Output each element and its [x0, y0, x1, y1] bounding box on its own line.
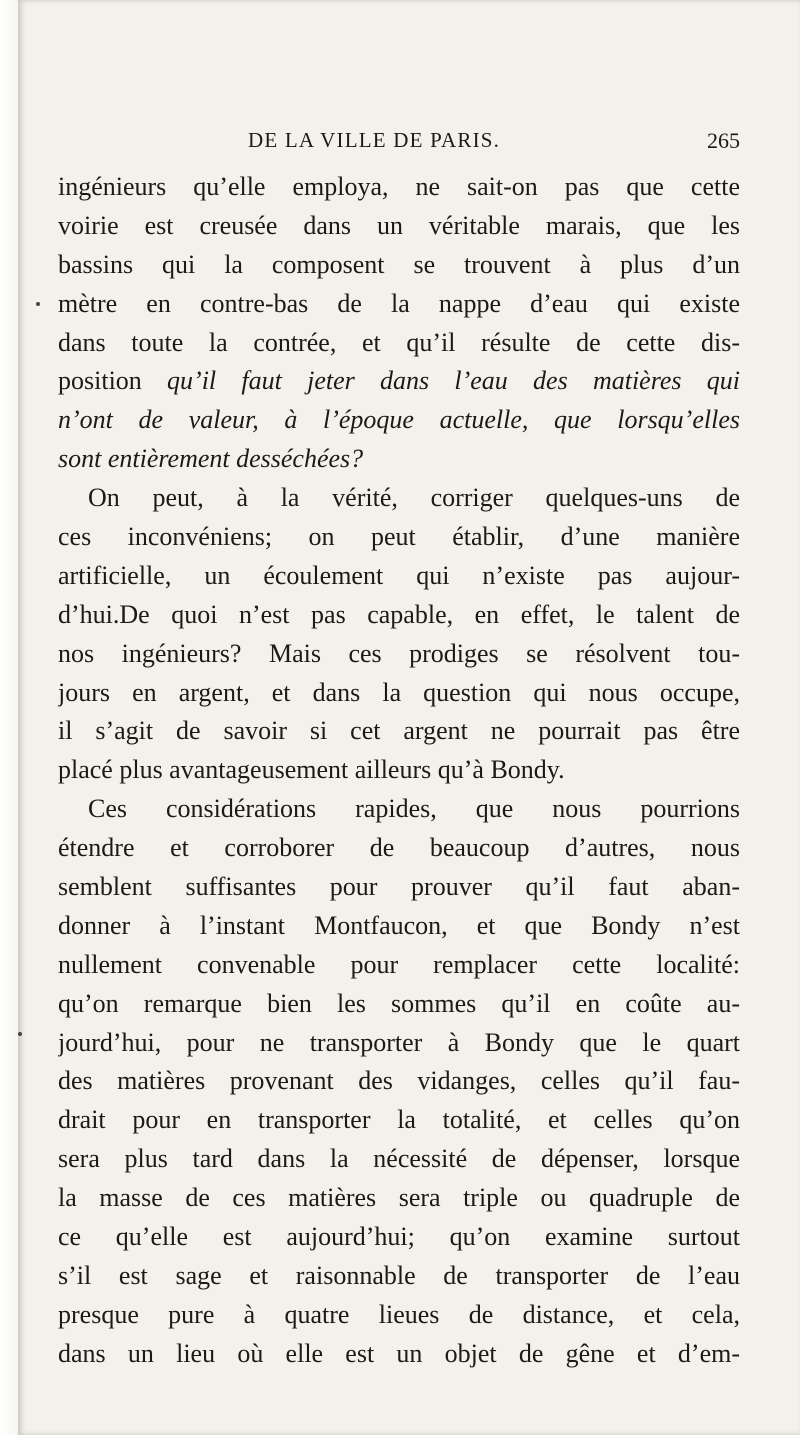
text-line: bassins qui la composent se trouvent à plus d’un	[58, 249, 740, 279]
text-line: étendre et corroborer de beaucoup d’autres, nous	[58, 833, 740, 863]
text-line: il s’agit de savoir si cet argent ne pourrait pas être	[58, 716, 740, 746]
text-line: n’ont de valeur, à l’époque actuelle, que lorsqu’elles	[58, 405, 740, 435]
text-line: qu’on remarque bien les sommes qu’il en coûte au-	[58, 988, 740, 1018]
text-line: drait pour en transporter la totalité, et celles qu’on	[58, 1105, 740, 1135]
text-line: dans toute la contrée, et qu’il résulte de cette dis-	[58, 327, 740, 357]
text-line: presque pure à quatre lieues de distance, et cela,	[58, 1299, 740, 1329]
text-line: jourd’hui, pour ne transporter à Bondy que le quart	[58, 1027, 740, 1057]
running-title: DE LA VILLE DE PARIS.	[248, 128, 501, 152]
ink-speck	[18, 1032, 22, 1036]
text-line: semblent suffisantes pour prouver qu’il faut aban-	[58, 872, 740, 902]
text-line: placé plus avantageusement ailleurs qu’à Bondy.	[58, 755, 565, 785]
text-run-italic: qu’il faut jeter dans l’eau des matières qui	[167, 366, 740, 396]
text-line: nos ingénieurs? Mais ces prodiges se résolvent tou-	[58, 638, 740, 668]
text-line: voirie est creusée dans un véritable marais, que les	[58, 210, 740, 240]
running-header	[230, 128, 740, 156]
text-line	[58, 362, 740, 401]
text-line: dans un lieu où elle est un objet de gêne et d’em-	[58, 1338, 740, 1368]
text-line: sont entièrement desséchées?	[58, 444, 364, 474]
text-line: mètre en contre-bas de la nappe d’eau qui existe	[58, 288, 740, 318]
text-line: nullement convenable pour remplacer cette localité:	[58, 949, 740, 979]
text-line: donner à l’instant Montfaucon, et que Bondy n’est	[58, 910, 740, 940]
text-line: la masse de ces matières sera triple ou quadruple de	[58, 1183, 740, 1213]
text-line: artificielle, un écoulement qui n’existe pas aujour-	[58, 560, 740, 590]
body-text	[58, 168, 740, 1374]
text-line: Ces considérations rapides, que nous pourrions	[88, 794, 740, 824]
text-line: ces inconvéniens; on peut établir, d’une manière	[58, 522, 740, 552]
text-line: ingénieurs qu’elle employa, ne sait-on pas que cette	[58, 172, 740, 201]
ink-speck	[36, 302, 40, 306]
text-line: On peut, à la vérité, corriger quelques-uns de	[88, 483, 740, 513]
text-line: sera plus tard dans la nécessité de dépenser, lorsque	[58, 1144, 740, 1174]
text-line: s’il est sage et raisonnable de transporter de l’eau	[58, 1260, 740, 1290]
text-line: des matières provenant des vidanges, celles qu’il fau-	[58, 1066, 740, 1096]
text-line: ce qu’elle est aujourd’hui; qu’on examine surtout	[58, 1222, 740, 1252]
text-line: d’hui.De quoi n’est pas capable, en effet, le talent de	[58, 599, 740, 629]
page-number: 265	[707, 128, 740, 153]
page-edge	[0, 0, 18, 1435]
text-run: position	[58, 366, 168, 396]
text-line: jours en argent, et dans la question qui nous occupe,	[58, 677, 740, 707]
